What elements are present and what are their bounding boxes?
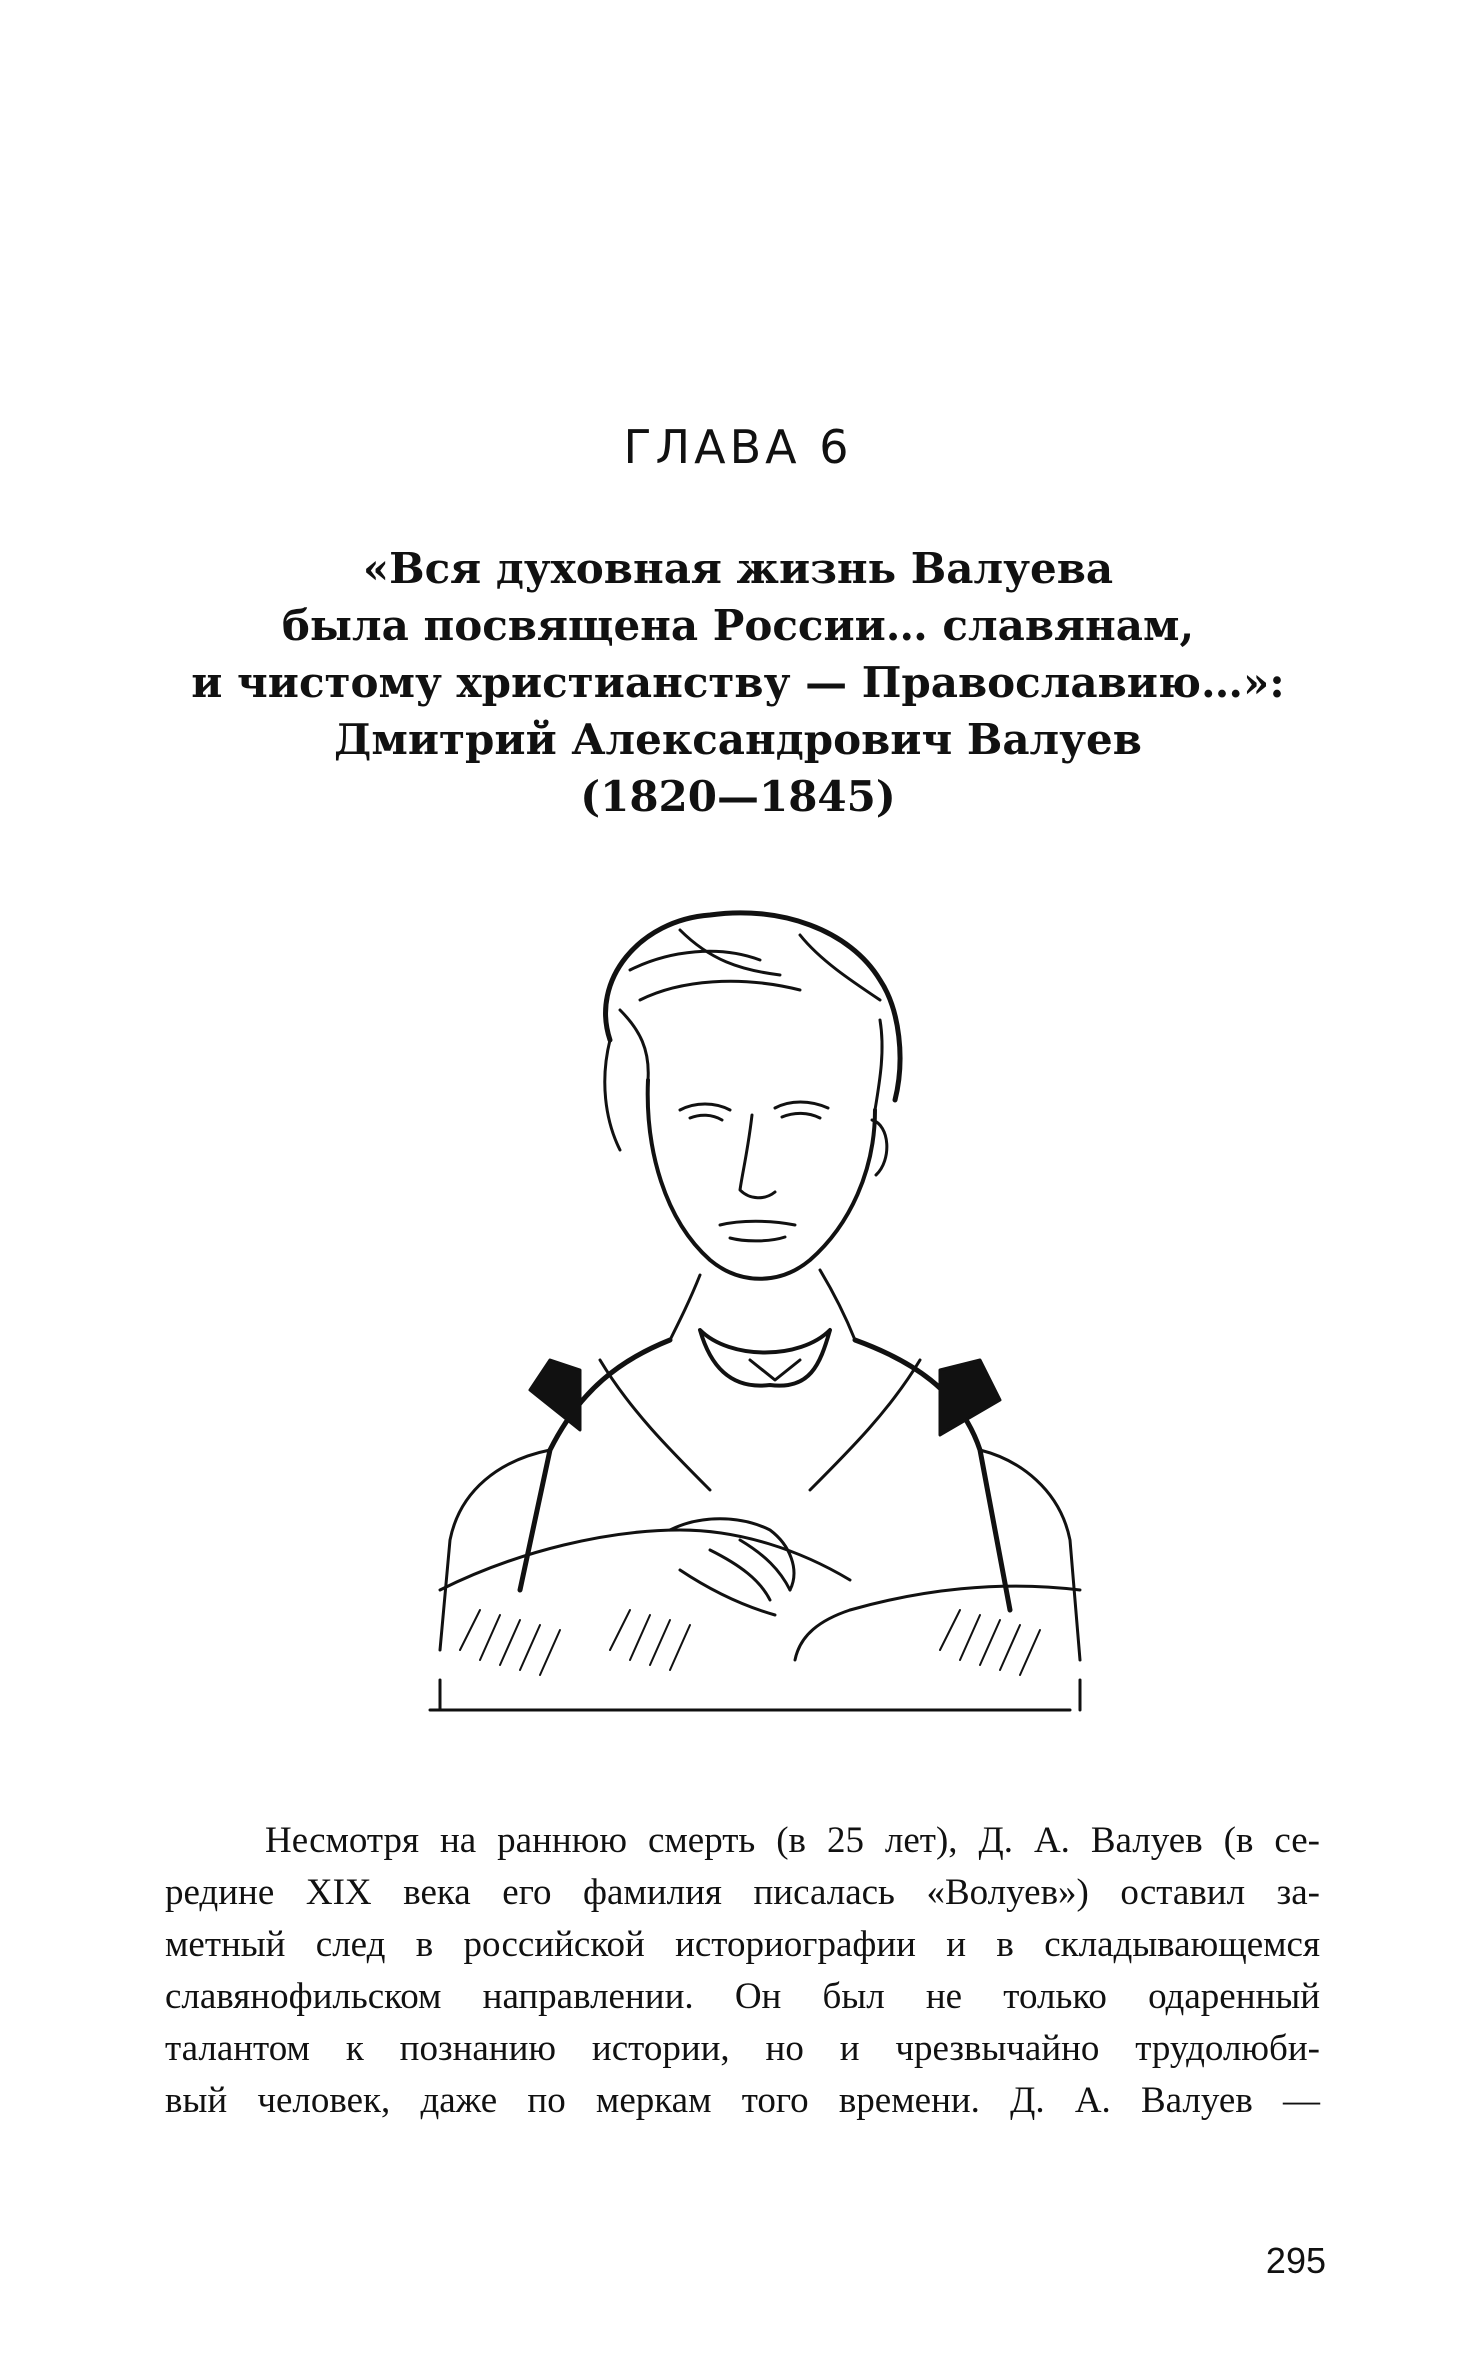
- chapter-label: ГЛАВА 6: [623, 420, 853, 474]
- chapter-title: [180, 540, 1296, 825]
- body-line: славянофильском направлении. Он был не только одаренный: [165, 1976, 1320, 2017]
- chapter-title-line: «Вся духовная жизнь Валуева: [362, 544, 1114, 593]
- body-line: вый человек, даже по меркам того времени. Д. А. Валуев —: [165, 2080, 1320, 2121]
- body-line: Несмотря на раннюю смерть (в 25 лет), Д. А. Валуев (в се-: [265, 1820, 1320, 1861]
- body-line: редине XIX века его фамилия писалась «Волуев») оставил за-: [165, 1872, 1320, 1913]
- body-line: талантом к познанию истории, но и чрезвычайно трудолюби-: [165, 2028, 1320, 2069]
- page-number: 295: [1265, 2240, 1326, 2281]
- chapter-title-line: была посвящена России… славянам,: [281, 601, 1195, 650]
- chapter-title-line: и чистому христианству — Православию…»:: [191, 658, 1285, 707]
- body-paragraph: [165, 1815, 1320, 2127]
- chapter-title-line: (1820—1845): [580, 772, 896, 821]
- chapter-title-line: Дмитрий Александрович Валуев: [334, 715, 1142, 764]
- portrait-engraving-icon: [380, 890, 1120, 1750]
- body-line: метный след в российской историографии и в складывающемся: [165, 1924, 1320, 1965]
